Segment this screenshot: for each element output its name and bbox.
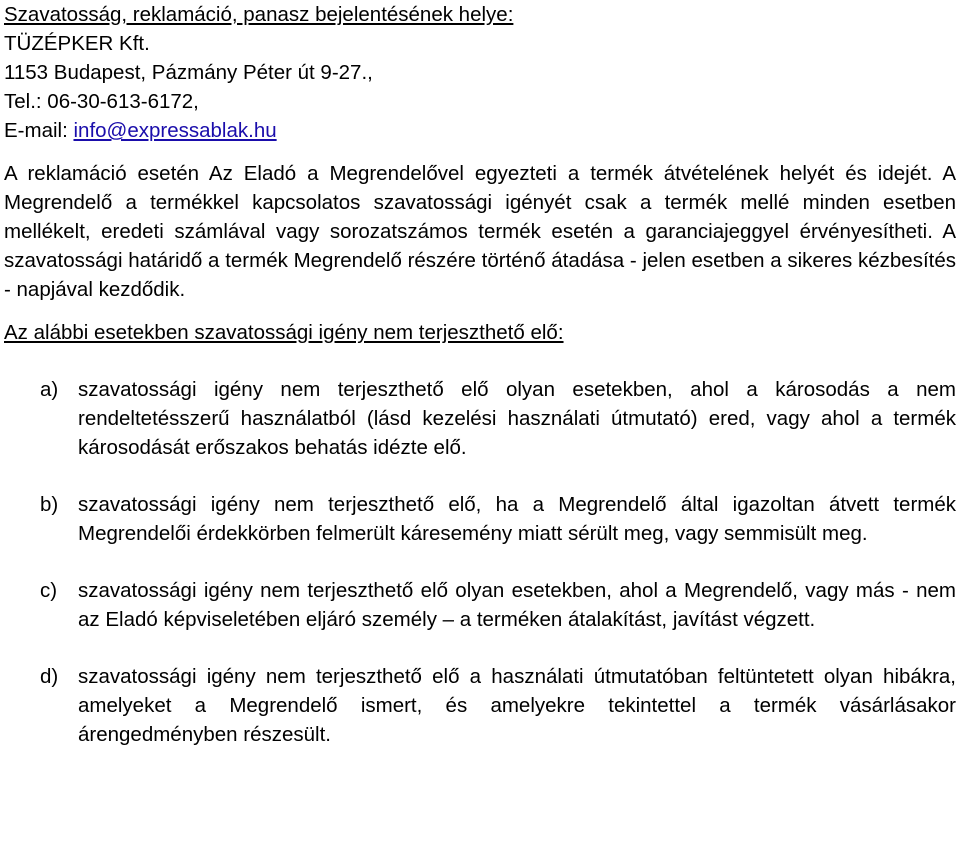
exclusion-item-a: [4, 375, 956, 462]
company-phone: Tel.: 06-30-613-6172,: [4, 90, 199, 113]
spacer: [4, 347, 956, 375]
spacer: [4, 548, 956, 576]
email-link[interactable]: info@expressablak.hu: [73, 119, 277, 142]
intro-paragraph: A reklamáció esetén Az Eladó a Megrendelővel egyezteti a termék átvételének helyét és idejét. A Megrendelő a termékkel kapcsolatos szavatossági igényét csak a termék mellé minden esetben mellékelt, eredeti számlával vagy sorozatszámos termék esetén a garanciajeggyel érvényesítheti. A szavatossági határidő a termék Megrendelő részére történő átadása - jelen esetben a sikeres kézbesítés - napjával kezdődik.: [4, 162, 956, 301]
list-marker: c): [40, 579, 58, 602]
spacer: [4, 462, 956, 490]
spacer: [4, 634, 956, 662]
list-item-text: szavatossági igény nem terjeszthető elő a használati útmutatóban feltüntetett olyan hibákra, amelyeket a Megrendelő ismert, és amelyekre tekintettel a termék vásárlásakor árengedményben részesült.: [78, 665, 956, 746]
company-address: 1153 Budapest, Pázmány Péter út 9-27.,: [4, 61, 373, 84]
list-marker: d): [40, 665, 59, 688]
exclusion-item-b: [4, 490, 956, 548]
spacer: [4, 304, 956, 318]
document-page: [4, 0, 956, 749]
company-name: TÜZÉPKER Kft.: [4, 32, 150, 55]
list-item-text: szavatossági igény nem terjeszthető elő olyan esetekben, ahol a károsodás a nem rendeltetésszerű használatból (lásd kezelési használati útmutató) ered, vagy ahol a termék károsodását erőszakos behatás idézte elő.: [78, 378, 956, 459]
contact-heading: Szavatosság, reklamáció, panasz bejelentésének helye:: [4, 3, 514, 26]
company-email-line: [4, 116, 956, 145]
list-marker: b): [40, 493, 59, 516]
list-item-text: szavatossági igény nem terjeszthető elő olyan esetekben, ahol a Megrendelő, vagy más - nem az Eladó képviseletében eljáró személy – a terméken átalakítást, javítást végzett.: [78, 579, 956, 631]
exclusions-heading: Az alábbi esetekben szavatossági igény nem terjeszthető elő:: [4, 321, 564, 344]
list-item-text: szavatossági igény nem terjeszthető elő, ha a Megrendelő által igazoltan átvett termék Megrendelői érdekkörben felmerült káresemény miatt sérült meg, vagy semmisült meg.: [78, 493, 956, 545]
exclusion-item-c: [4, 576, 956, 634]
email-label: E-mail:: [4, 119, 74, 142]
exclusion-item-d: [4, 662, 956, 749]
list-marker: a): [40, 378, 59, 401]
spacer: [4, 145, 956, 159]
